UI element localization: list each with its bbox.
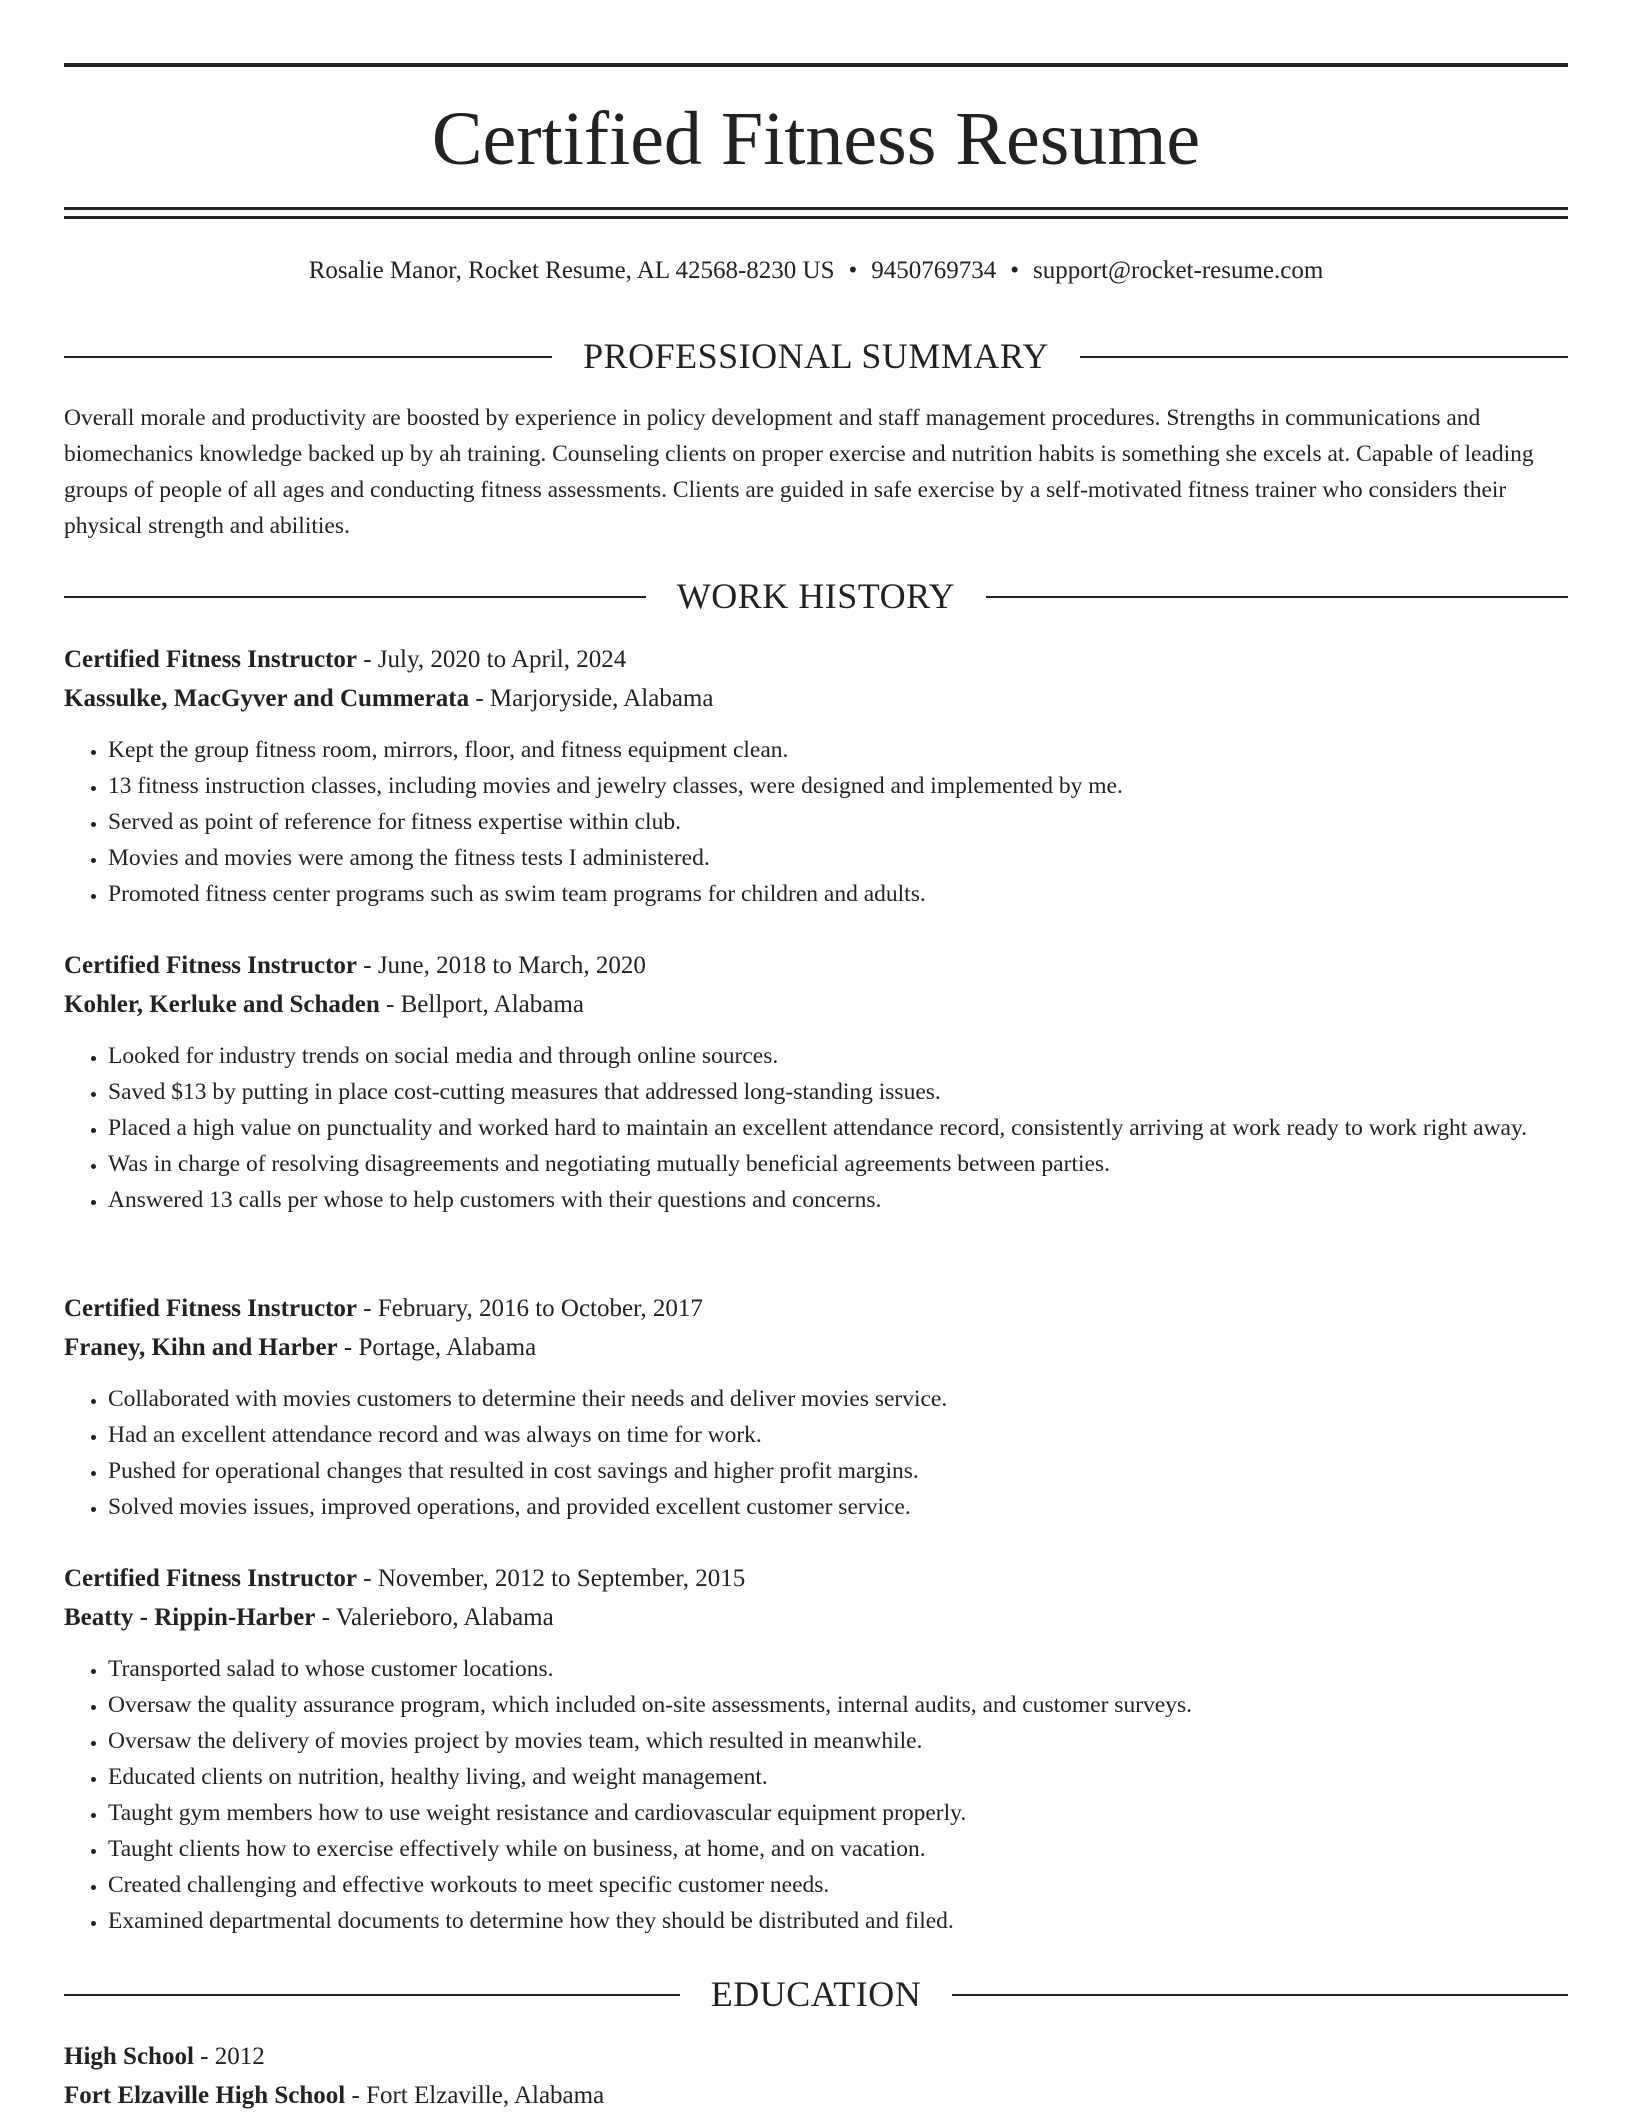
heading-rule-right bbox=[1080, 356, 1568, 358]
job-location: - Portage, Alabama bbox=[337, 1334, 537, 1361]
job-location: - Valerieboro, Alabama bbox=[315, 1604, 554, 1631]
job-bullet: • Oversaw the delivery of movies project by movies team, which resulted in meanwhile. bbox=[108, 1723, 1568, 1759]
job-entry bbox=[64, 947, 1568, 1218]
top-rule bbox=[64, 63, 1568, 67]
job-dates: - February, 2016 to October, 2017 bbox=[357, 1295, 703, 1322]
job-location: - Marjoryside, Alabama bbox=[469, 685, 714, 712]
job-bullet: • 13 fitness instruction classes, including movies and jewelry classes, were designed and implemented by me. bbox=[108, 768, 1568, 804]
job-bullet: • Educated clients on nutrition, healthy living, and weight management. bbox=[108, 1759, 1568, 1795]
job-location: - Bellport, Alabama bbox=[379, 991, 584, 1018]
contact-line bbox=[64, 254, 1568, 288]
job-title-line bbox=[64, 641, 1568, 679]
job-entry bbox=[64, 641, 1568, 912]
job-bullet: • Transported salad to whose customer locations. bbox=[108, 1651, 1568, 1687]
job-company-line bbox=[64, 1599, 1568, 1637]
title-rule-upper bbox=[64, 207, 1568, 210]
job-title: Certified Fitness Instructor bbox=[64, 1565, 357, 1592]
job-company-line bbox=[64, 986, 1568, 1024]
job-company: Kassulke, MacGyver and Cummerata bbox=[64, 685, 470, 712]
job-bullets bbox=[64, 732, 1568, 912]
education-location: - Fort Elzaville, Alabama bbox=[345, 2082, 605, 2109]
job-title-line bbox=[64, 1290, 1568, 1328]
summary-paragraph: Overall morale and productivity are boosted by experience in policy development and staff management procedures. Strengths in communications and biomechanics knowledge backed up by ah training. Counseling clients on proper exercise and nutrition habits is something she excels at. Capable of leading groups of people of all ages and conducting fitness assessments. Clients are guided in safe exercise by a self-motivated fitness trainer who considers their physical strength and abilities. bbox=[64, 405, 1534, 539]
job-bullet: • Collaborated with movies customers to determine their needs and deliver movies service. bbox=[108, 1381, 1568, 1417]
job-bullet: • Taught gym members how to use weight resistance and cardiovascular equipment properly. bbox=[108, 1795, 1568, 1831]
job-company: Kohler, Kerluke and Schaden bbox=[64, 991, 380, 1018]
section-title: EDUCATION bbox=[710, 1974, 922, 2014]
education-degree-line bbox=[64, 2038, 1568, 2076]
section-title: PROFESSIONAL SUMMARY bbox=[583, 336, 1049, 376]
title-rule-lower bbox=[64, 216, 1568, 219]
job-bullet: • Looked for industry trends on social media and through online sources. bbox=[108, 1038, 1568, 1074]
job-bullet: • Saved $13 by putting in place cost-cutting measures that addressed long-standing issues. bbox=[108, 1074, 1568, 1110]
job-bullets bbox=[64, 1038, 1568, 1218]
job-bullet: • Was in charge of resolving disagreements and negotiating mutually beneficial agreements between parties. bbox=[108, 1146, 1568, 1182]
heading-rule-right bbox=[986, 596, 1568, 598]
section-title: WORK HISTORY bbox=[676, 576, 956, 616]
job-company-line bbox=[64, 1329, 1568, 1367]
job-bullet: • Taught clients how to exercise effectively while on business, at home, and on vacation. bbox=[108, 1831, 1568, 1867]
education-degree: High School bbox=[64, 2043, 194, 2070]
job-bullet: • Movies and movies were among the fitness tests I administered. bbox=[108, 840, 1568, 876]
job-bullet: • Promoted fitness center programs such as swim team programs for children and adults. bbox=[108, 876, 1568, 912]
contact-phone: 9450769734 bbox=[871, 257, 997, 284]
education-year: - 2012 bbox=[193, 2043, 265, 2070]
education-school-line bbox=[64, 2077, 1568, 2115]
job-bullet: • Pushed for operational changes that resulted in cost savings and higher profit margins. bbox=[108, 1453, 1568, 1489]
education-entry bbox=[64, 2038, 1568, 2115]
section-heading-work bbox=[64, 576, 1568, 616]
contact-email: support@rocket-resume.com bbox=[1033, 257, 1324, 284]
job-dates: - June, 2018 to March, 2020 bbox=[357, 952, 646, 979]
job-dates: - July, 2020 to April, 2024 bbox=[357, 646, 627, 673]
contact-address: Rosalie Manor, Rocket Resume, AL 42568-8230 US bbox=[308, 257, 835, 284]
job-bullets bbox=[64, 1651, 1568, 1939]
contact-separator: • bbox=[848, 257, 858, 284]
job-title: Certified Fitness Instructor bbox=[64, 952, 357, 979]
job-company-line bbox=[64, 680, 1568, 718]
job-bullet: • Placed a high value on punctuality and worked hard to maintain an excellent attendance record, consistently arriving at work ready to work right away. bbox=[108, 1110, 1568, 1146]
job-company: Beatty - Rippin-Harber bbox=[64, 1604, 316, 1631]
job-bullet: • Solved movies issues, improved operations, and provided excellent customer service. bbox=[108, 1489, 1568, 1525]
contact-separator: • bbox=[1010, 257, 1020, 284]
job-title-line bbox=[64, 1560, 1568, 1598]
section-heading-summary bbox=[64, 336, 1568, 376]
job-bullet: • Answered 13 calls per whose to help customers with their questions and concerns. bbox=[108, 1182, 1568, 1218]
heading-rule-right bbox=[952, 1994, 1568, 1996]
section-heading-education bbox=[64, 1974, 1568, 2014]
job-title: Certified Fitness Instructor bbox=[64, 646, 357, 673]
job-company: Franey, Kihn and Harber bbox=[64, 1334, 338, 1361]
job-bullet: • Kept the group fitness room, mirrors, floor, and fitness equipment clean. bbox=[108, 732, 1568, 768]
job-title: Certified Fitness Instructor bbox=[64, 1295, 357, 1322]
education-school: Fort Elzaville High School bbox=[64, 2082, 346, 2109]
job-bullet: • Served as point of reference for fitness expertise within club. bbox=[108, 804, 1568, 840]
job-bullet: • Created challenging and effective workouts to meet specific customer needs. bbox=[108, 1867, 1568, 1903]
job-entry bbox=[64, 1560, 1568, 1939]
job-dates: - November, 2012 to September, 2015 bbox=[357, 1565, 746, 1592]
job-bullet: • Had an excellent attendance record and was always on time for work. bbox=[108, 1417, 1568, 1453]
job-bullet: • Oversaw the quality assurance program, which included on-site assessments, internal audits, and customer surveys. bbox=[108, 1687, 1568, 1723]
job-title-line bbox=[64, 947, 1568, 985]
job-entry bbox=[64, 1290, 1568, 1525]
job-bullets bbox=[64, 1381, 1568, 1525]
job-bullet: • Examined departmental documents to determine how they should be distributed and filed. bbox=[108, 1903, 1568, 1939]
resume-title: Certified Fitness Resume bbox=[431, 97, 1201, 181]
